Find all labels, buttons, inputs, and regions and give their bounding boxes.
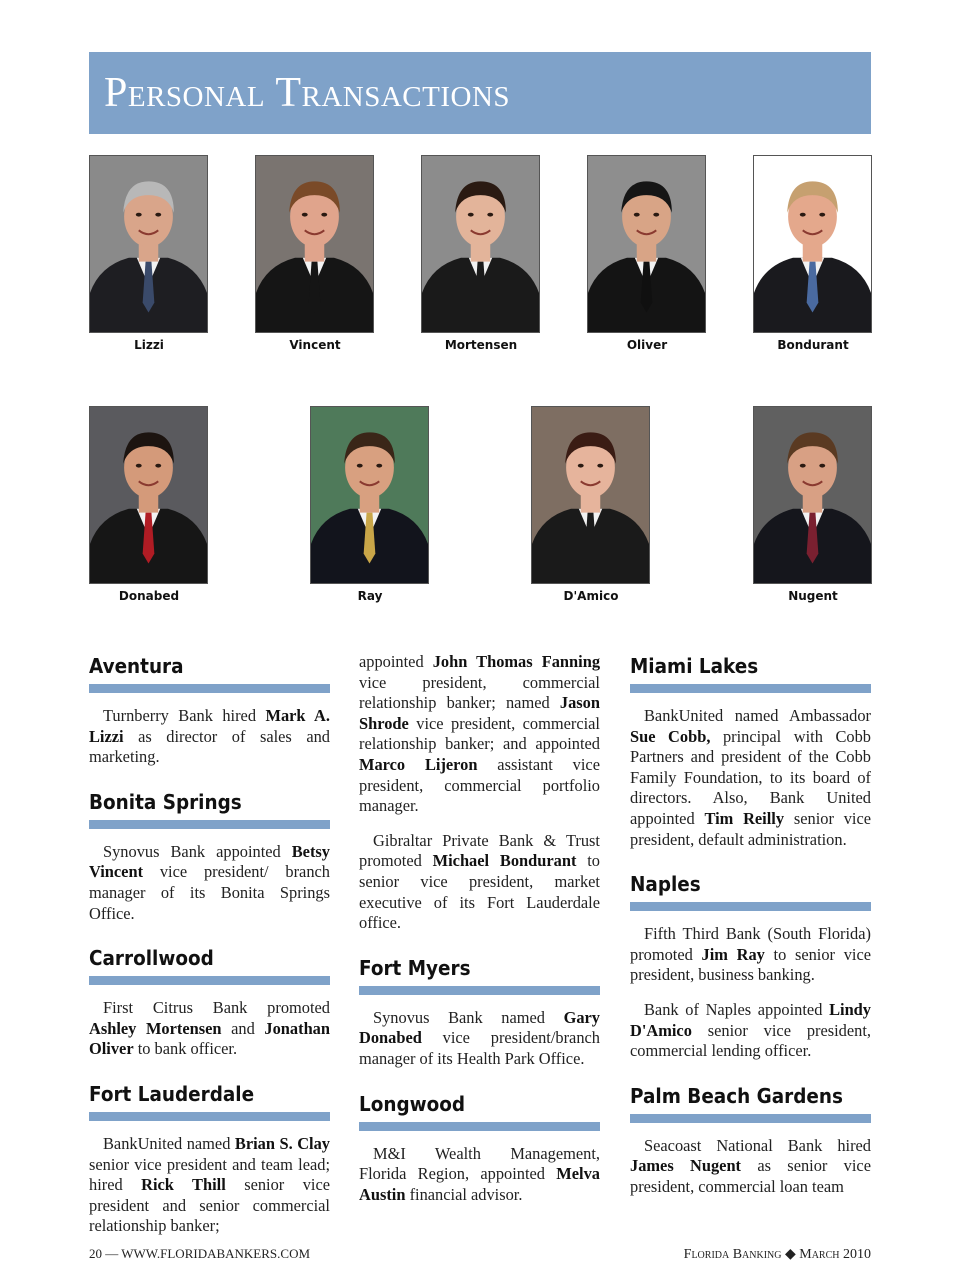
news-text: vice president/branch manager of its Health Park Office.: [359, 1028, 600, 1068]
news-text: senior vice president, commercial lending officer.: [630, 1020, 871, 1061]
section-heading-carrollwood: Carrollwood: [89, 946, 214, 971]
photo-caption: Vincent: [289, 338, 341, 352]
news-item-continued: [359, 652, 600, 817]
news-item: [89, 1134, 330, 1237]
news-text: Synovus Bank named: [373, 1007, 564, 1027]
person-name: Jason Shrode: [359, 693, 600, 733]
news-text: senior vice president, default administration.: [630, 808, 871, 849]
portrait-photo: [531, 406, 650, 584]
news-text: BankUnited named Ambassador: [644, 706, 871, 725]
news-text: assistant vice president, commercial portfolio manager.: [359, 754, 600, 816]
section-heading-aventura: Aventura: [89, 654, 184, 678]
news-item: [630, 924, 871, 986]
photo-caption: Oliver: [626, 338, 668, 352]
person-name: Melva Austin: [359, 1164, 600, 1204]
footer-page-info: 20 — WWW.FLORIDABANKERS.COM: [89, 1246, 311, 1261]
person-name: Rick Thill: [141, 1175, 226, 1195]
person-name: Betsy Vincent: [89, 841, 330, 882]
news-text: principal with Cobb Partners and president of the Cobb Family Foundation, to its board of directors. Also, Bank United appointed: [630, 726, 871, 828]
photo-caption: Nugent: [788, 589, 838, 603]
news-item: [630, 1000, 871, 1062]
article-column-1: [89, 652, 330, 1237]
person-name: Tim Reilly: [704, 808, 785, 828]
person-name: Ashley Mortensen: [89, 1018, 222, 1038]
news-item: [89, 706, 330, 768]
portrait-photo: [89, 406, 208, 584]
person-name: Sue Cobb,: [630, 726, 711, 746]
section-heading-fort-lauderdale: Fort Lauderdale: [89, 1081, 255, 1106]
news-item: [89, 842, 330, 924]
portrait-image: [311, 407, 428, 583]
news-text: financial advisor.: [405, 1184, 523, 1204]
photo-caption: D'Amico: [563, 589, 619, 603]
portrait-image: [256, 156, 373, 332]
section-rule: [89, 1112, 330, 1121]
news-text: to senior vice president, market executive of its Fort Lauderdale office.: [359, 851, 600, 933]
footer-issue-info: Florida Banking ◆ March 2010: [683, 1247, 871, 1262]
person-name: Mark A. Lizzi: [89, 706, 330, 746]
section-rule: [630, 684, 871, 693]
news-text: senior vice president and senior commercial relationship banker;: [89, 1175, 330, 1236]
news-text: M&I Wealth Management, Florida Region, appointed: [359, 1143, 600, 1184]
section-rule: [630, 1114, 871, 1123]
section-heading-miami-lakes: Miami Lakes: [630, 654, 759, 678]
photo-caption: Donabed: [118, 589, 180, 603]
section-rule: [630, 902, 871, 911]
portrait-image: [90, 156, 207, 332]
portrait-image: [754, 156, 871, 332]
news-text: First Citrus Bank promoted: [103, 998, 330, 1018]
person-name: James Nugent: [630, 1156, 742, 1176]
section-heading-longwood: Longwood: [359, 1091, 466, 1116]
section-heading-naples: Naples: [630, 872, 701, 897]
news-text: Bank of Naples appointed: [644, 999, 830, 1019]
portrait-photo: [587, 155, 706, 333]
portrait-photo: [255, 155, 374, 333]
article-column-2: [359, 652, 600, 1205]
news-text: as director of sales and marketing.: [89, 726, 330, 767]
person-name: Marco Lijeron: [359, 754, 478, 774]
person-name: Brian S. Clay: [234, 1133, 331, 1153]
page-title: Personal Transactions: [104, 70, 511, 116]
news-text: vice president/ branch manager of its Bonita Springs Office.: [89, 862, 330, 923]
person-name: Jonathan Oliver: [89, 1018, 330, 1059]
news-text: as senior vice president, commercial loan team: [630, 1156, 871, 1196]
news-text: senior vice president and team lead; hired: [89, 1154, 330, 1195]
news-text: Gibraltar Private Bank & Trust promoted: [359, 830, 600, 871]
news-text: vice president, commercial relationship banker; named: [359, 672, 600, 713]
news-text: to bank officer.: [133, 1039, 238, 1059]
news-item: [630, 1136, 871, 1198]
portrait-photo: [421, 155, 540, 333]
section-rule: [89, 684, 330, 693]
portrait-photo: [753, 406, 872, 584]
portrait-image: [532, 407, 649, 583]
portrait-image: [422, 156, 539, 332]
portrait-photo: [753, 155, 872, 333]
news-text: Fifth Third Bank (South Florida) promoted: [630, 924, 871, 964]
portrait-photo: [89, 155, 208, 333]
person-name: Michael Bondurant: [432, 851, 577, 871]
section-rule: [359, 1122, 600, 1131]
article-column-3: [630, 652, 871, 1198]
portrait-image: [754, 407, 871, 583]
photo-caption: Bondurant: [777, 338, 849, 352]
news-text: Turnberry Bank hired: [103, 706, 266, 725]
person-name: John Thomas Fanning: [432, 652, 601, 671]
portrait-image: [90, 407, 207, 583]
news-text: BankUnited named: [103, 1133, 235, 1153]
news-item: [89, 998, 330, 1060]
news-text: Synovus Bank appointed: [103, 841, 292, 861]
portrait-image: [588, 156, 705, 332]
section-banner: [89, 52, 871, 134]
section-rule: [359, 986, 600, 995]
news-item: [359, 831, 600, 934]
section-rule: [89, 976, 330, 985]
news-text: and: [221, 1018, 265, 1038]
news-item: [630, 706, 871, 850]
news-text: appointed: [359, 652, 433, 671]
news-text: to senior vice president, business banking.: [630, 944, 872, 985]
photo-caption: Ray: [357, 589, 383, 603]
photo-caption: Mortensen: [444, 338, 518, 352]
person-name: Lindy D'Amico: [630, 999, 871, 1040]
portrait-photo: [310, 406, 429, 584]
person-name: Gary Donabed: [359, 1007, 600, 1048]
section-heading-palm-beach-gardens: Palm Beach Gardens: [630, 1083, 843, 1108]
news-text: Seacoast National Bank hired: [644, 1135, 871, 1155]
person-name: Jim Ray: [701, 944, 765, 964]
news-item: [359, 1144, 600, 1206]
photo-caption: Lizzi: [134, 338, 164, 352]
news-text: vice president, commercial relationship banker; and appointed: [359, 713, 600, 754]
news-item: [359, 1008, 600, 1070]
section-heading-bonita-springs: Bonita Springs: [89, 789, 242, 814]
section-rule: [89, 820, 330, 829]
section-heading-fort-myers: Fort Myers: [359, 955, 471, 980]
